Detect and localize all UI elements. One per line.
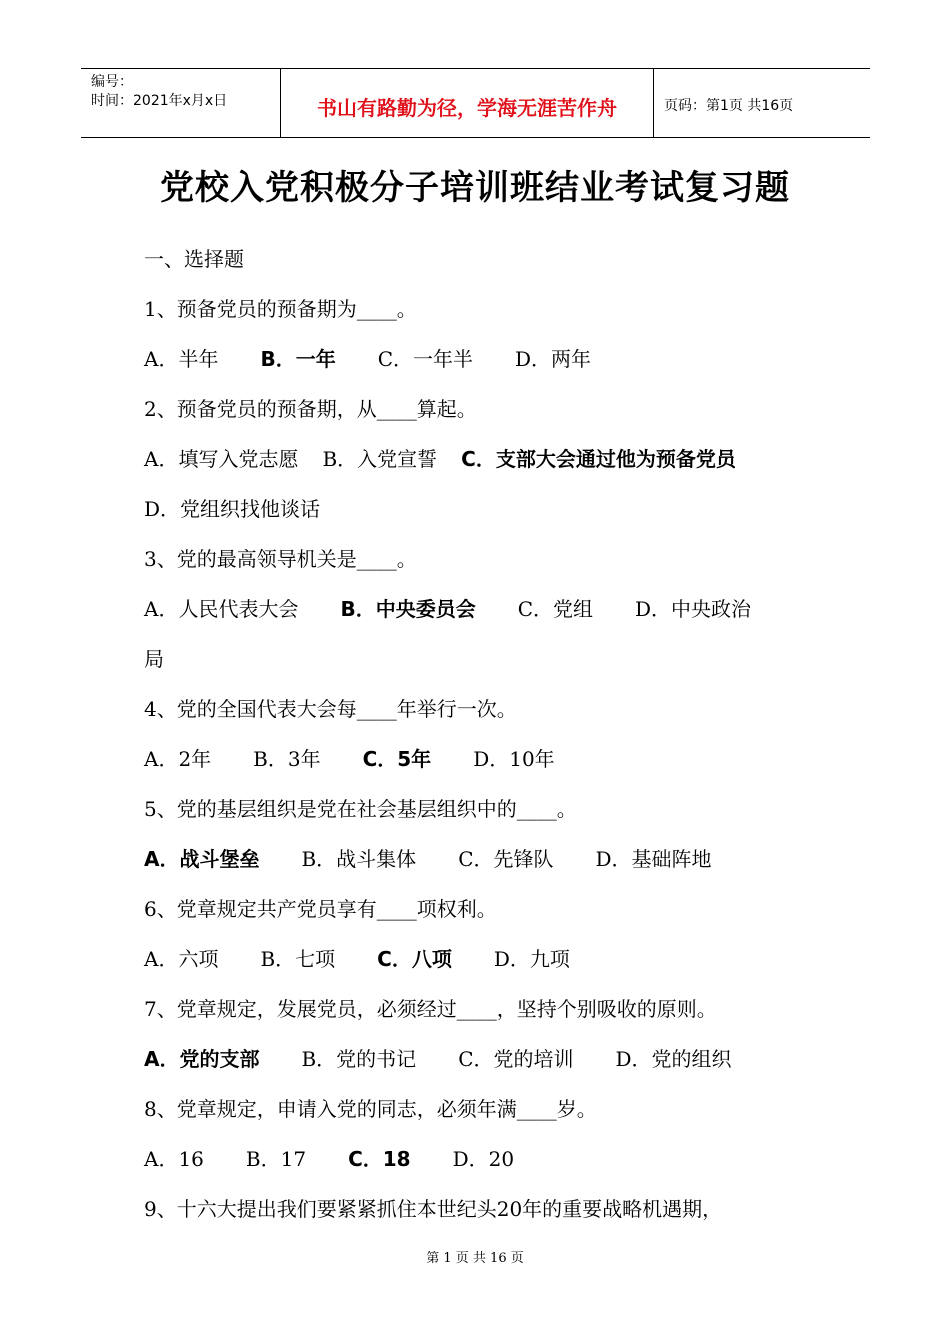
number-label: 编号：: [91, 74, 133, 90]
question-5: 5、党的基层组织是党在社会基层组织中的____。: [144, 797, 577, 821]
option-b: B．战斗集体: [301, 847, 417, 871]
question-4-options: [144, 737, 824, 787]
option-c-answer: C．5年: [362, 747, 432, 771]
option-b: B．3年: [253, 747, 321, 771]
section-heading: 一、选择题: [144, 247, 244, 271]
option-a-answer: A．战斗堡垒: [144, 847, 260, 871]
option-b: B．入党宣誓: [322, 447, 438, 471]
header-meta: [81, 69, 281, 137]
question-1-options: [144, 337, 824, 387]
option-d: D．20: [452, 1147, 515, 1171]
option-b: B．党的书记: [301, 1047, 417, 1071]
question-5-options: [144, 837, 824, 887]
page-footer: 第 1 页 共 16 页: [426, 1251, 524, 1266]
question-2-option-d: D．党组织找他谈话: [144, 497, 321, 521]
option-d: D．基础阵地: [595, 847, 712, 871]
option-a: A．2年: [144, 747, 212, 771]
option-c-answer: C．八项: [377, 947, 452, 971]
option-b-answer: B．一年: [260, 347, 336, 371]
question-4: 4、党的全国代表大会每____年举行一次。: [144, 697, 517, 721]
question-2-options: [144, 437, 824, 487]
option-a: A．六项: [144, 947, 219, 971]
header-motto: 书山有路勤为径，学海无涯苦作舟: [281, 69, 654, 137]
option-a: A．填写入党志愿: [144, 447, 299, 471]
option-c-answer: C．支部大会通过他为预备党员: [461, 447, 736, 471]
question-7: 7、党章规定，发展党员，必须经过____，坚持个别吸收的原则。: [144, 997, 717, 1021]
question-3-options: [144, 587, 824, 637]
option-d: D．中央政治: [635, 597, 752, 621]
question-3-option-d-cont: 局: [144, 647, 164, 671]
option-a: A．半年: [144, 347, 219, 371]
option-d: D．党的组织: [615, 1047, 732, 1071]
question-list: [144, 237, 824, 1237]
option-d: D．九项: [493, 947, 570, 971]
option-d: D．两年: [515, 347, 592, 371]
question-2: 2、预备党员的预备期，从____算起。: [144, 397, 477, 421]
option-c: C．党的培训: [458, 1047, 574, 1071]
option-a: A．16: [144, 1147, 204, 1171]
question-7-options: [144, 1037, 824, 1087]
page-header: [81, 68, 870, 138]
option-a-answer: A．党的支部: [144, 1047, 260, 1071]
header-page-info: 页码：第1页 共16页: [664, 98, 794, 114]
option-c-answer: C．18: [348, 1147, 411, 1171]
question-8-options: [144, 1137, 824, 1187]
option-d: D．10年: [473, 747, 555, 771]
option-c: C．党组: [517, 597, 594, 621]
question-9: 9、十六大提出我们要紧紧抓住本世纪头20年的重要战略机遇期，: [144, 1197, 723, 1221]
question-1: 1、预备党员的预备期为____。: [144, 297, 417, 321]
time-label: 时间：2021年x月x日: [91, 93, 228, 109]
option-b-answer: B．中央委员会: [340, 597, 476, 621]
question-3: 3、党的最高领导机关是____。: [144, 547, 417, 571]
question-6-options: [144, 937, 824, 987]
option-c: C．先锋队: [458, 847, 554, 871]
page-title: 党校入党积极分子培训班结业考试复习题: [160, 168, 790, 208]
option-a: A．人民代表大会: [144, 597, 299, 621]
question-8: 8、党章规定，申请入党的同志，必须年满____岁。: [144, 1097, 597, 1121]
question-6: 6、党章规定共产党员享有____项权利。: [144, 897, 497, 921]
option-c: C．一年半: [377, 347, 474, 371]
option-b: B．七项: [260, 947, 336, 971]
option-b: B．17: [245, 1147, 307, 1171]
